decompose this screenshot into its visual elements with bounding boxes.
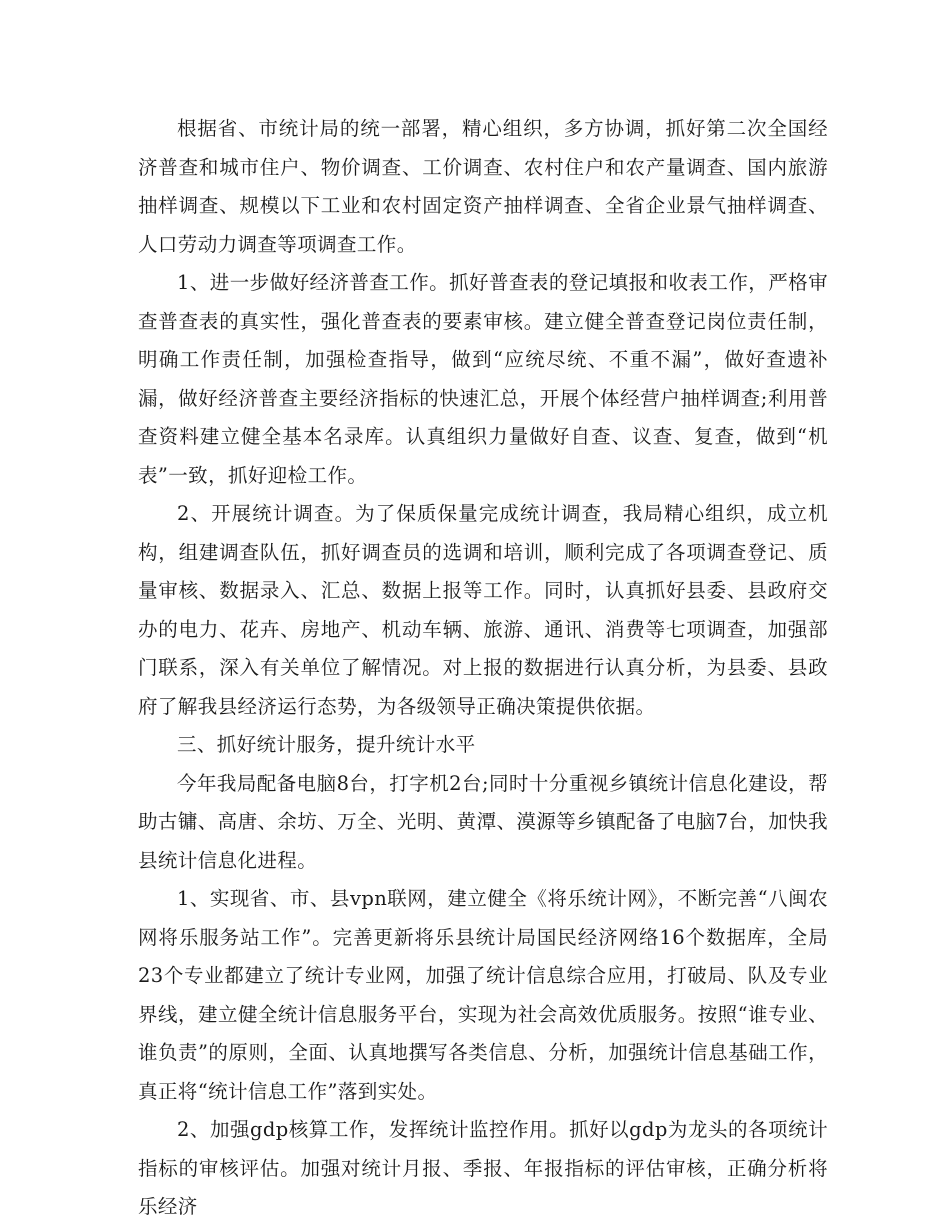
paragraph-statistical-survey: 2、开展统计调查。为了保质保量完成统计调查，我局精心组织，成立机构，组建调查队伍，抓好调查员的选调和培训，顺利完成了各项调查登记、质量审核、数据录入、汇总、数据上报等工作。同时，认真抓好县委、县政府交办的电力、花卉、房地产、机动车辆、旅游、通讯、消费等七项调查，加强部门联系，深入有关单位了解情况。对上报的数据进行认真分析，为县委、县政府了解我县经济运行态势，为各级领导正确决策提供依据。: [138, 502, 828, 718]
document-body: [138, 110, 828, 1227]
paragraph-gdp-accounting: 2、加强gdp核算工作，发挥统计监控作用。抓好以gdp为龙头的各项统计指标的审核评估。加强对统计月报、季报、年报指标的评估审核，正确分析将乐经济: [138, 1118, 828, 1218]
section-heading-statistical-service: 三、抓好统计服务，提升统计水平: [177, 733, 476, 756]
paragraph-computer-equipment: 今年我局配备电脑8台，打字机2台;同时十分重视乡镇统计信息化建设，帮助古镛、高唐、余坊、万全、光明、黄潭、漠源等乡镇配备了电脑7台，加快我县统计信息化进程。: [138, 771, 828, 872]
paragraph-vpn-network: 1、实现省、市、县vpn联网，建立健全《将乐统计网》，不断完善“八闽农网将乐服务站工作”。完善更新将乐县统计局国民经济网络16个数据库，全局23个专业都建立了统计专业网，加强了统计信息综合应用，打破局、队及专业界线，建立健全统计信息服务平台，实现为社会高效优质服务。按照“谁专业、谁负责”的原则，全面、认真地撰写各类信息、分析，加强统计信息基础工作，真正将“统计信息工作”落到实处。: [138, 887, 828, 1103]
paragraph-economic-census: 1、进一步做好经济普查工作。抓好普查表的登记填报和收表工作，严格审查普查表的真实性，强化普查表的要素审核。建立健全普查登记岗位责任制，明确工作责任制，加强检查指导，做到“应统尽统、不重不漏”，做好查遗补漏，做好经济普查主要经济指标的快速汇总，开展个体经营户抽样调查;利用普查资料建立健全基本名录库。认真组织力量做好自查、议查、复查，做到“机表”一致，抓好迎检工作。: [138, 271, 828, 487]
paragraph-survey-overview: 根据省、市统计局的统一部署，精心组织，多方协调，抓好第二次全国经济普查和城市住户、物价调查、工价调查、农村住户和农产量调查、国内旅游抽样调查、规模以下工业和农村固定资产抽样调查、全省企业景气抽样调查、人口劳动力调查等项调查工作。: [138, 117, 828, 256]
